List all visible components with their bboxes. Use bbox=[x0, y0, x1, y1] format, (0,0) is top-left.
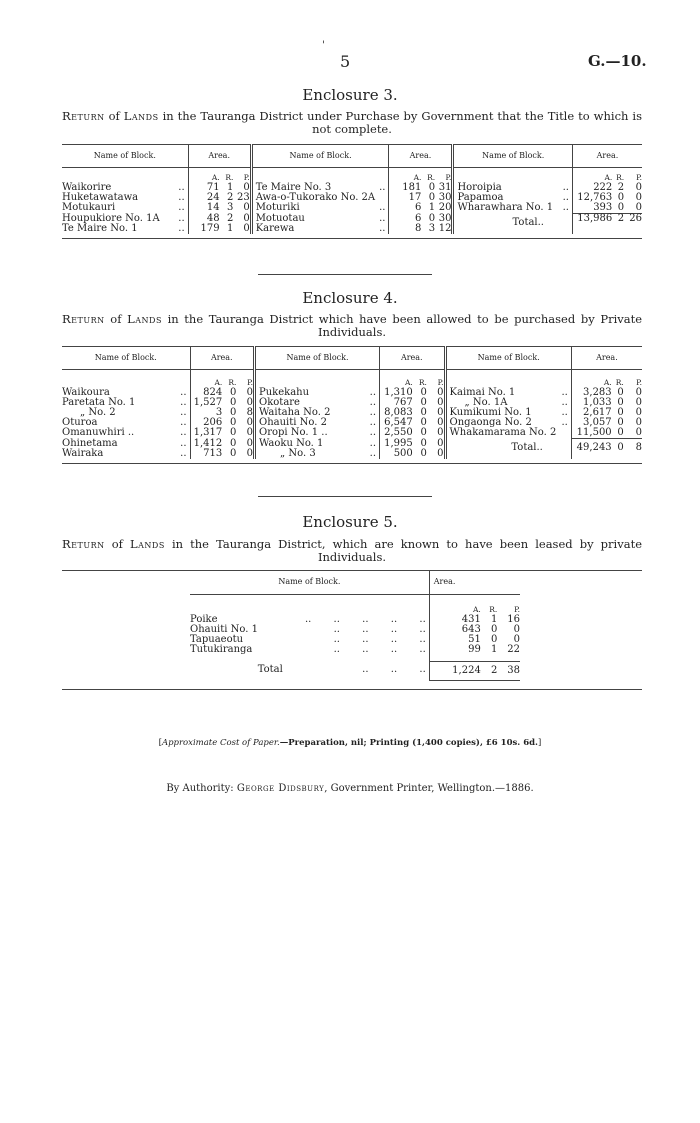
column-header-name: Name of Block. bbox=[251, 145, 389, 168]
table-row bbox=[62, 408, 642, 418]
table-row bbox=[190, 645, 520, 655]
column-header-area: Area. bbox=[572, 145, 642, 168]
lands-word: Lands bbox=[127, 312, 162, 326]
block-name: Poike bbox=[190, 614, 218, 625]
perches: 0 bbox=[246, 387, 254, 398]
leader-dots: .. bbox=[369, 407, 377, 418]
leader-dots: .. bbox=[180, 417, 187, 428]
column-header-area: Area. bbox=[389, 145, 453, 168]
leader-dots: .. bbox=[180, 437, 187, 449]
enclosure-3-table bbox=[62, 144, 642, 239]
acres: 71 bbox=[188, 183, 219, 193]
cost-note-text: —Preparation, nil; Printing (1,400 copies), £6 10s. 6d. bbox=[279, 738, 539, 748]
acres: 99 bbox=[429, 645, 481, 655]
roods: 0 bbox=[420, 437, 427, 449]
block-name: Waikoura bbox=[62, 387, 110, 398]
leader-dots: .. bbox=[180, 427, 187, 438]
block-name: Wharawhara No. 1 bbox=[453, 203, 559, 214]
of-word: of bbox=[108, 109, 120, 123]
column-header-name: Name of Block. bbox=[445, 347, 571, 370]
total-acres bbox=[571, 439, 611, 459]
roods: 0 bbox=[428, 192, 436, 203]
block-name: Kumikumi No. 1 bbox=[445, 408, 557, 418]
block-name: Wairaka bbox=[62, 447, 104, 459]
block-name: Te Maire No. 3 bbox=[251, 183, 375, 193]
roods: 0 bbox=[490, 634, 498, 645]
roods: 3 bbox=[226, 202, 234, 213]
roods: 0 bbox=[420, 427, 427, 438]
roods: 0 bbox=[230, 447, 237, 459]
roods: 0 bbox=[617, 427, 624, 438]
roods: 0 bbox=[490, 624, 498, 635]
return-word: Return bbox=[62, 537, 105, 551]
perches: 30 bbox=[438, 212, 452, 224]
authority-prefix: By Authority: bbox=[166, 783, 234, 794]
leader-dots: .. .. .. .. bbox=[333, 624, 426, 635]
roods: 1 bbox=[226, 182, 234, 193]
enclosure-3-title: Enclosure 3. bbox=[302, 86, 398, 104]
block-name: Paretata No. 1 bbox=[62, 397, 136, 408]
acres: 824 bbox=[190, 388, 222, 398]
perches: 0 bbox=[635, 427, 642, 438]
roods: 0 bbox=[617, 397, 624, 408]
perches: 0 bbox=[635, 182, 642, 193]
acres: 206 bbox=[190, 418, 222, 428]
acres: 713 bbox=[190, 449, 222, 459]
acres: 8 bbox=[389, 224, 421, 234]
perches: 0 bbox=[437, 417, 444, 428]
roods: 0 bbox=[230, 387, 237, 398]
leader-dots: .. bbox=[562, 182, 569, 193]
leader-dots: .. .. .. .. bbox=[333, 644, 426, 655]
perches: 0 bbox=[243, 212, 250, 224]
roods: 3 bbox=[428, 223, 436, 234]
column-header-name: Name of Block. bbox=[255, 347, 380, 370]
leader-dots: .. bbox=[369, 417, 377, 428]
acres: 14 bbox=[188, 203, 219, 214]
roods: 0 bbox=[428, 182, 436, 193]
acres: 6 bbox=[389, 214, 421, 225]
description-text: in the Tauranga District which have been allowed to be purchased by Private Individuals. bbox=[167, 312, 643, 339]
table-header bbox=[62, 347, 642, 370]
perches: 0 bbox=[246, 447, 254, 459]
perches: 0 bbox=[437, 407, 444, 418]
perches: 12 bbox=[438, 223, 452, 234]
acres: 11,500 bbox=[571, 428, 611, 439]
block-name: Papamoa bbox=[453, 193, 559, 203]
acres: 1,310 bbox=[380, 388, 413, 398]
roods: 2 bbox=[226, 192, 234, 203]
block-name: Waikorire bbox=[62, 182, 112, 193]
block-name: Motukauri bbox=[62, 202, 116, 213]
unit-perches: P. bbox=[437, 378, 444, 387]
lands-word: Lands bbox=[130, 537, 165, 551]
roods: 1 bbox=[226, 223, 234, 234]
leader-dots: .. bbox=[180, 387, 187, 398]
leader-dots: .. bbox=[369, 397, 377, 408]
total-acres: 13,986 bbox=[572, 214, 612, 225]
description-text: in the Tauranga District, which are known to have been leased by private Individuals. bbox=[171, 537, 642, 564]
table-row bbox=[62, 203, 642, 214]
block-name: „ No. 1A bbox=[445, 398, 557, 408]
perches: 0 bbox=[635, 397, 642, 408]
leader-dots: .. bbox=[379, 223, 386, 234]
perches: 0 bbox=[243, 202, 250, 213]
table-row bbox=[62, 428, 642, 439]
perches: 0 bbox=[246, 397, 254, 408]
block-name: Oropi No. 1 .. bbox=[255, 428, 366, 439]
page-number: 5 bbox=[340, 52, 351, 71]
return-word: Return bbox=[62, 109, 105, 123]
lands-word: Lands bbox=[123, 109, 159, 123]
acres: 1,527 bbox=[190, 398, 222, 408]
block-name: Waoku No. 1 bbox=[255, 439, 366, 449]
total-perches bbox=[624, 439, 642, 459]
of-word: of bbox=[110, 312, 122, 326]
document-reference: G.—10. bbox=[588, 52, 647, 70]
leader-dots: .. bbox=[178, 192, 185, 203]
acres: 643 bbox=[429, 625, 481, 635]
leader-dots: .. bbox=[561, 397, 568, 408]
block-name: Waitaha No. 2 bbox=[255, 408, 366, 418]
block-name: Huketawatawa bbox=[62, 192, 139, 203]
section-divider bbox=[258, 274, 432, 275]
block-name: Omanuwhiri .. bbox=[62, 427, 135, 438]
acres: 1,317 bbox=[190, 428, 222, 439]
roods: 1 bbox=[490, 644, 498, 655]
block-name: Ohinetama bbox=[62, 437, 118, 449]
unit-perches: P. bbox=[636, 173, 642, 182]
table-row bbox=[62, 193, 642, 203]
acres: 3,057 bbox=[571, 418, 611, 428]
roods: 1 bbox=[490, 614, 498, 625]
unit-acres: A. bbox=[572, 168, 612, 184]
leader-dots: .. bbox=[180, 397, 187, 408]
block-name: „ No. 2 bbox=[80, 407, 116, 418]
unit-acres: A. bbox=[429, 595, 481, 616]
perches: 0 bbox=[246, 417, 254, 428]
bracket-open: [ bbox=[158, 738, 162, 748]
unit-perches: P. bbox=[514, 605, 520, 614]
unit-row bbox=[62, 168, 642, 184]
unit-perches: P. bbox=[243, 173, 250, 182]
roods: 0 bbox=[617, 387, 624, 398]
block-name: Kaimai No. 1 bbox=[445, 388, 557, 398]
perches: 20 bbox=[438, 202, 452, 213]
acres: 431 bbox=[429, 615, 481, 625]
unit-roods: R. bbox=[615, 378, 624, 387]
block-name: Karewa bbox=[251, 224, 375, 234]
roods: 0 bbox=[420, 387, 427, 398]
acres: 1,033 bbox=[571, 398, 611, 408]
block-name: Pukekahu bbox=[255, 388, 366, 398]
leader-dots: .. bbox=[561, 387, 568, 398]
perches: 0 bbox=[437, 447, 444, 459]
leader-dots: .. bbox=[180, 407, 187, 418]
roods: 0 bbox=[230, 437, 237, 449]
leader-dots: .. bbox=[369, 427, 377, 438]
unit-roods: R. bbox=[418, 378, 427, 387]
block-name: Okotare bbox=[255, 398, 366, 408]
roods: 0 bbox=[420, 447, 427, 459]
roods: 0 bbox=[617, 417, 624, 428]
leader-dots bbox=[557, 428, 571, 439]
roods: 0 bbox=[230, 427, 237, 438]
acres: 3 bbox=[190, 408, 222, 418]
unit-acres: A. bbox=[190, 370, 222, 389]
acres: 8,083 bbox=[380, 408, 413, 418]
column-header-area: Area. bbox=[188, 145, 251, 168]
block-name: Oturoa bbox=[62, 417, 98, 428]
total-label-text: Total.. bbox=[512, 216, 544, 228]
description-text: in the Tauranga District under Purchase by Government that the Title to which is not complete. bbox=[162, 109, 643, 136]
acres: 17 bbox=[389, 193, 421, 203]
leader-dots: .. .. .. .. .. bbox=[304, 614, 426, 625]
leader-dots: .. bbox=[561, 407, 568, 418]
bracket-close: ] bbox=[538, 738, 542, 748]
table-row bbox=[62, 398, 642, 408]
leader-dots: .. bbox=[562, 202, 569, 213]
total-roods bbox=[612, 439, 624, 459]
leader-dots: .. bbox=[178, 223, 185, 234]
perches: 8 bbox=[246, 407, 254, 418]
roods: 2 bbox=[617, 182, 625, 193]
cost-note bbox=[0, 738, 700, 748]
perches: 0 bbox=[635, 192, 642, 203]
acres: 2,617 bbox=[571, 408, 611, 418]
total-roods: 2 bbox=[612, 214, 624, 225]
leader-dots: .. bbox=[369, 437, 377, 449]
block-name: Ohauiti No. 1 bbox=[190, 624, 258, 635]
unit-acres: A. bbox=[389, 168, 421, 184]
perches: 0 bbox=[246, 437, 254, 449]
enclosure-5-description bbox=[62, 538, 642, 564]
acres: 500 bbox=[380, 449, 413, 459]
block-name: Ohauiti No. 2 bbox=[255, 418, 366, 428]
column-header-name: Name of Block. bbox=[62, 347, 190, 370]
perches: 0 bbox=[246, 427, 254, 438]
total-label: Total bbox=[257, 664, 283, 675]
leader-dots: .. bbox=[369, 387, 377, 398]
enclosure-5-bottom-rule bbox=[62, 689, 642, 690]
leader-dots: .. bbox=[180, 447, 187, 459]
leader-dots: .. bbox=[369, 447, 377, 459]
table-row bbox=[62, 439, 642, 449]
total-label bbox=[445, 439, 571, 459]
enclosure-4-description bbox=[62, 313, 642, 339]
table-row bbox=[62, 214, 642, 225]
leader-dots: .. bbox=[379, 212, 386, 224]
total-label-text: Total.. bbox=[511, 441, 543, 453]
acres: 6 bbox=[389, 203, 421, 214]
section-divider bbox=[258, 496, 432, 497]
acres: 181 bbox=[389, 183, 421, 193]
leader-dots: .. bbox=[379, 182, 386, 193]
unit-acres: A. bbox=[188, 168, 219, 184]
leader-dots: .. bbox=[178, 182, 185, 193]
roods: 0 bbox=[420, 407, 427, 418]
perches: 16 bbox=[507, 614, 520, 625]
enclosure-5-table bbox=[190, 570, 520, 681]
roods: 0 bbox=[617, 202, 625, 213]
acres: 51 bbox=[429, 635, 481, 645]
table-header bbox=[190, 570, 520, 595]
block-name: Awa-o-Tukorako No. 2A bbox=[251, 193, 375, 203]
cost-note-italic: Approximate Cost of Paper. bbox=[161, 738, 280, 748]
total-roods: 2 bbox=[481, 661, 498, 676]
printer-name: George Didsbury bbox=[236, 783, 325, 794]
total-row bbox=[190, 661, 520, 676]
unit-row bbox=[62, 370, 642, 389]
roods: 0 bbox=[617, 192, 625, 203]
column-header-area: Area. bbox=[190, 347, 255, 370]
enclosure-4-table bbox=[62, 346, 642, 464]
unit-row bbox=[190, 595, 520, 616]
unit-perches: P. bbox=[247, 378, 254, 387]
perches: 0 bbox=[437, 427, 444, 438]
unit-roods: R. bbox=[225, 173, 234, 182]
block-name: Whakamarama No. 2 bbox=[445, 428, 557, 439]
total-perches: 26 bbox=[624, 214, 642, 225]
unit-acres: A. bbox=[571, 370, 611, 389]
column-header-name: Name of Block. bbox=[62, 145, 188, 168]
acres: 393 bbox=[572, 203, 612, 214]
perches: 0 bbox=[437, 387, 444, 398]
total-roods-value: 0 bbox=[617, 442, 624, 453]
table-row bbox=[62, 388, 642, 398]
leader-dots: .. .. .. bbox=[362, 664, 426, 675]
perches: 23 bbox=[236, 192, 250, 203]
roods: 0 bbox=[428, 212, 436, 224]
block-name: Horoipia bbox=[453, 183, 559, 193]
table-header bbox=[62, 145, 642, 168]
roods: 0 bbox=[230, 417, 237, 428]
enclosure-4-title: Enclosure 4. bbox=[302, 289, 398, 307]
block-name: Ongaonga No. 2 bbox=[445, 418, 557, 428]
perches: 31 bbox=[438, 182, 452, 193]
perches: 0 bbox=[513, 634, 520, 645]
total-perches: 38 bbox=[497, 661, 520, 676]
total-acres-value: 49,243 bbox=[576, 442, 612, 453]
block-name: Moturiki bbox=[251, 203, 375, 214]
acres: 1,995 bbox=[380, 439, 413, 449]
roods: 1 bbox=[428, 202, 436, 213]
total-acres: 1,224 bbox=[429, 661, 481, 676]
leader-dots: .. bbox=[561, 417, 568, 428]
block-name: Tutukiranga bbox=[190, 644, 253, 655]
authority-suffix: , Government Printer, Wellington.—1886. bbox=[324, 783, 534, 794]
block-name: Tapuaeotu bbox=[190, 634, 244, 645]
total-label bbox=[453, 214, 573, 235]
column-header-name: Name of Block. bbox=[453, 145, 573, 168]
return-word: Return bbox=[62, 312, 105, 326]
leader-dots: .. bbox=[178, 212, 185, 224]
perches: 0 bbox=[635, 202, 642, 213]
roods: 0 bbox=[230, 397, 237, 408]
unit-roods: R. bbox=[228, 378, 237, 387]
column-header-name: Name of Block. bbox=[190, 570, 429, 595]
unit-roods: R. bbox=[427, 173, 436, 182]
acres: 48 bbox=[188, 214, 219, 225]
roods: 0 bbox=[420, 417, 427, 428]
acres: 12,763 bbox=[572, 193, 612, 203]
column-header-area: Area. bbox=[429, 570, 520, 595]
block-name: Te Maire No. 1 bbox=[62, 223, 138, 234]
enclosure-3-description bbox=[62, 110, 642, 136]
acres: 179 bbox=[188, 224, 219, 234]
roods: 0 bbox=[420, 397, 427, 408]
unit-roods: R. bbox=[616, 173, 625, 182]
acres: 3,283 bbox=[571, 388, 611, 398]
unit-roods: R. bbox=[489, 605, 498, 614]
stray-mark: ' bbox=[322, 40, 325, 51]
perches: 0 bbox=[513, 624, 520, 635]
acres: 1,412 bbox=[190, 439, 222, 449]
acres: 767 bbox=[380, 398, 413, 408]
leader-dots: .. bbox=[379, 202, 386, 213]
perches: 0 bbox=[243, 182, 250, 193]
block-name: Houpukiore No. 1A bbox=[62, 212, 160, 224]
unit-perches: P. bbox=[636, 378, 642, 387]
roods: 2 bbox=[226, 212, 234, 224]
leader-dots: .. bbox=[178, 202, 185, 213]
total-perches-value: 8 bbox=[635, 442, 642, 453]
column-header-area: Area. bbox=[380, 347, 446, 370]
perches: 0 bbox=[635, 417, 642, 428]
block-name: „ No. 3 bbox=[255, 449, 366, 459]
acres: 24 bbox=[188, 193, 219, 203]
column-header-area: Area. bbox=[571, 347, 642, 370]
printer-authority bbox=[0, 783, 700, 794]
unit-acres: A. bbox=[380, 370, 413, 389]
acres: 222 bbox=[572, 183, 612, 193]
roods: 0 bbox=[230, 407, 237, 418]
of-word: of bbox=[111, 537, 123, 551]
perches: 22 bbox=[507, 644, 520, 655]
roods: 0 bbox=[617, 407, 624, 418]
acres: 6,547 bbox=[380, 418, 413, 428]
perches: 0 bbox=[243, 223, 250, 234]
acres: 2,550 bbox=[380, 428, 413, 439]
leader-dots: .. bbox=[562, 192, 569, 203]
perches: 30 bbox=[438, 192, 452, 203]
perches: 0 bbox=[635, 407, 642, 418]
leader-dots: .. .. .. .. bbox=[333, 634, 426, 645]
perches: 0 bbox=[437, 437, 444, 449]
unit-perches: P. bbox=[445, 173, 452, 182]
perches: 0 bbox=[437, 397, 444, 408]
enclosure-5-title: Enclosure 5. bbox=[302, 513, 398, 531]
perches: 0 bbox=[635, 387, 642, 398]
block-name: Motuotau bbox=[251, 214, 375, 225]
